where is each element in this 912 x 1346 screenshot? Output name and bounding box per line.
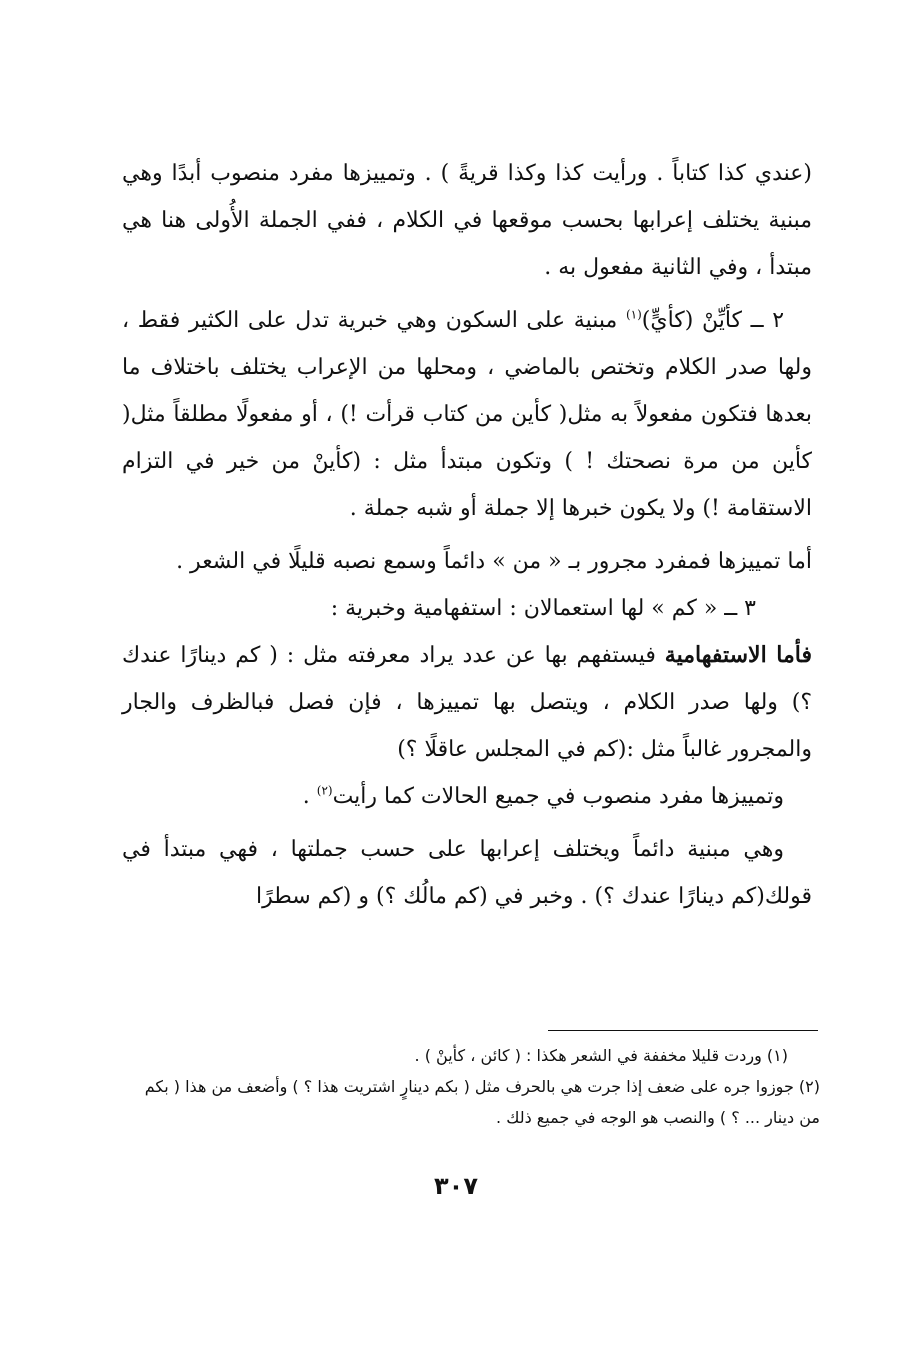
paragraph-kam-heading: ٣ ــ « كم » لها استعمالان : استفهامية وخبرية : bbox=[330, 596, 756, 621]
footnote-ref-1: (١) bbox=[625, 307, 642, 322]
istifhamiyya-body: فيستفهم بها عن عدد يراد معرفته مثل : ( كم دينارًا عندك ؟) ولها صدر الكلام ، ويتصل بها تمييزها ، فإن فصل فبالظرف والجار والمجرور غالباً مثل :(كم في المجلس عاقلًا ؟) bbox=[122, 643, 812, 762]
main-text bbox=[122, 150, 812, 920]
footnote-divider bbox=[548, 1030, 818, 1031]
paragraph-1: (عندي كذا كتاباً . ورأيت كذا وكذا قريةً ) . وتمييزها مفرد منصوب أبدًا وهي مبنية يختلف إعرابها بحسب موقعها في الكلام ، ففي الجملة الأُولى هنا هي مبتدأ ، وفي الثانية مفعول به . bbox=[122, 161, 812, 280]
footnote-ref-2: (٢) bbox=[316, 783, 333, 798]
kaayyin-heading: ٢ ــ كأيِّنْ (كأيٍّ) bbox=[641, 308, 785, 333]
paragraph-tamyeez-mansoob bbox=[122, 773, 812, 820]
kaayyin-body: مبنية على السكون وهي خبرية تدل على الكثير فقط ، ولها صدر الكلام وتختص بالماضي ، ومحلها من الإعراب يختلف باختلاف ما بعدها فتكون مفعولاً به مثل( كأين من كتاب قرأت !) ، أو مفعولًا مطلقاً مثل( كأين من مرة نصحتك ! ) وتكون مبتدأ مثل : (كأينْ من خير في التزام الاستقامة !) ولا يكون خبرها إلا جملة أو شبه جملة . bbox=[122, 308, 812, 521]
page-number: ٣٠٧ bbox=[434, 1172, 478, 1200]
tamyeez-end: . bbox=[302, 784, 317, 809]
istifhamiyya-term: فأما الاستفهامية bbox=[664, 642, 812, 668]
paragraph-mabniyya: وهي مبنية دائماً ويختلف إعرابها على حسب جملتها ، فهي مبتدأ في قولك(كم دينارًا عندك ؟) . وخبر في (كم مالُك ؟) و (كم سطرًا bbox=[122, 837, 812, 909]
paragraph-istifhamiyya bbox=[122, 632, 812, 773]
paragraph-kaayyin bbox=[122, 297, 812, 532]
paragraph-tamyeez: أما تمييزها فمفرد مجرور بـ « من » دائماً وسمع نصبه قليلًا في الشعر . bbox=[176, 549, 812, 574]
footnotes bbox=[130, 1040, 820, 1133]
tamyeez-text: وتمييزها مفرد منصوب في جميع الحالات كما رأيت bbox=[332, 784, 784, 809]
footnote-2: (٢) جوزوا جره على ضعف إذا جرت هي بالحرف مثل ( بكم دينارٍ اشتريت هذا ؟ ) وأضعف من هذا ( بكم من دينار ... ؟ ) والنصب هو الوجه في جميع ذلك . bbox=[144, 1077, 820, 1127]
footnote-1: (١) وردت قليلا مخففة في الشعر هكذا : ( كائن ، كأينْ ) . bbox=[414, 1046, 788, 1065]
